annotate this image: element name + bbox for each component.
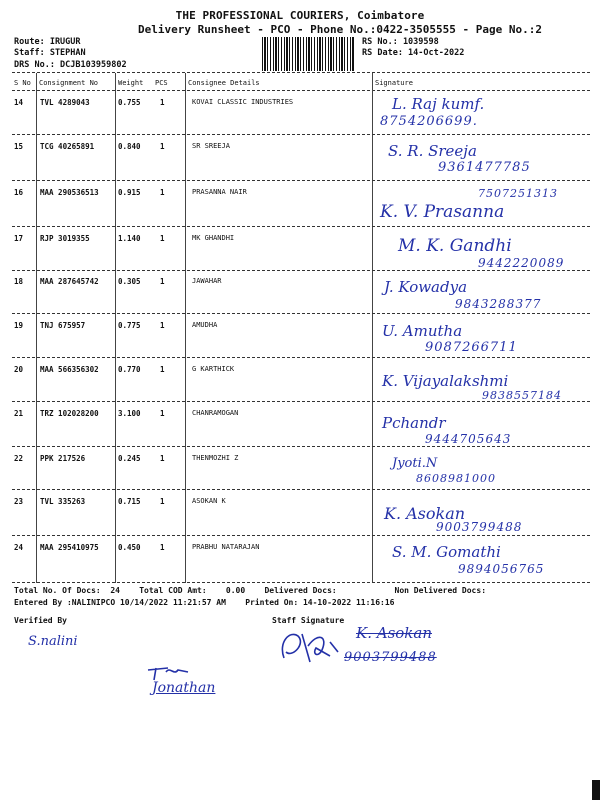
row-sno: 16 bbox=[14, 188, 24, 197]
row-pcs: 1 bbox=[160, 543, 165, 552]
handwritten-phone: 9894056765 bbox=[458, 562, 545, 576]
row-divider bbox=[12, 134, 590, 135]
divider bbox=[12, 72, 590, 73]
row-weight: 0.305 bbox=[118, 277, 141, 286]
row-divider bbox=[12, 313, 590, 314]
row-consignee: G KARTHICK bbox=[192, 365, 235, 373]
row-consignee: ASOKAN K bbox=[192, 497, 226, 505]
row-divider bbox=[12, 489, 590, 490]
handwritten-phone: 9442220089 bbox=[478, 256, 565, 270]
staff-signature-phone: 9003799488 bbox=[344, 650, 437, 665]
handwritten-signature: Pchandr bbox=[382, 414, 446, 432]
row-consignment: TVL 4289043 bbox=[40, 98, 90, 107]
row-consignee: PRABHU NATARAJAN bbox=[192, 543, 260, 551]
handwritten-phone: 8608981000 bbox=[416, 472, 496, 485]
col-header-signature: Signature bbox=[375, 79, 413, 87]
row-divider bbox=[12, 357, 590, 358]
row-consignee: AMUDHA bbox=[192, 321, 218, 329]
row-sno: 23 bbox=[14, 497, 24, 506]
row-consignee: PRASANNA NAIR bbox=[192, 188, 247, 196]
row-sno: 24 bbox=[14, 543, 24, 552]
handwritten-signature: U. Amutha bbox=[382, 322, 463, 340]
report-subtitle: Delivery Runsheet - PCO - Phone No.:0422-3505555 - Page No.:2 bbox=[138, 23, 542, 36]
row-consignment: MAA 287645742 bbox=[40, 277, 99, 286]
divider bbox=[12, 90, 590, 91]
row-pcs: 1 bbox=[160, 277, 165, 286]
handwritten-phone: 9838557184 bbox=[482, 389, 562, 402]
barcode bbox=[262, 37, 354, 71]
row-weight: 0.840 bbox=[118, 142, 141, 151]
row-consignee: KOVAI CLASSIC INDUSTRIES bbox=[192, 98, 294, 106]
handwritten-phone: 9003799488 bbox=[436, 520, 523, 534]
row-sno: 18 bbox=[14, 277, 24, 286]
row-pcs: 1 bbox=[160, 497, 165, 506]
rs-number: RS No.: 1039598 bbox=[362, 37, 439, 47]
row-divider bbox=[12, 180, 590, 181]
col-header-sno: S No bbox=[14, 79, 31, 87]
row-divider bbox=[12, 401, 590, 402]
row-weight: 0.770 bbox=[118, 365, 141, 374]
handwritten-phone: 9843288377 bbox=[455, 297, 542, 311]
row-consignee: MK GHANDHI bbox=[192, 234, 235, 242]
verified-signature: S.nalini bbox=[28, 634, 78, 649]
row-sno: 17 bbox=[14, 234, 24, 243]
row-sno: 14 bbox=[14, 98, 24, 107]
row-weight: 0.715 bbox=[118, 497, 141, 506]
handwritten-signature: Jyoti.N bbox=[392, 456, 438, 471]
row-pcs: 1 bbox=[160, 409, 165, 418]
route-label: Route: IRUGUR bbox=[14, 37, 81, 47]
bottom-signature: Jonathan bbox=[152, 680, 216, 696]
row-sno: 19 bbox=[14, 321, 24, 330]
row-pcs: 1 bbox=[160, 142, 165, 151]
handwritten-signature: J. Kowadya bbox=[384, 278, 468, 296]
handwritten-signature: S. R. Sreeja bbox=[388, 142, 477, 160]
row-divider bbox=[12, 582, 590, 583]
handwritten-signature: K. Vijayalakshmi bbox=[382, 372, 509, 390]
row-divider bbox=[12, 446, 590, 447]
handwritten-signature: K. V. Prasanna bbox=[380, 202, 505, 222]
row-sno: 15 bbox=[14, 142, 24, 151]
row-weight: 0.915 bbox=[118, 188, 141, 197]
row-divider bbox=[12, 226, 590, 227]
row-sno: 21 bbox=[14, 409, 24, 418]
row-consignment: MAA 295410975 bbox=[40, 543, 99, 552]
row-divider bbox=[12, 535, 590, 536]
row-pcs: 1 bbox=[160, 454, 165, 463]
drs-number: DRS No.: DCJB103959802 bbox=[14, 60, 127, 70]
verified-by-label: Verified By bbox=[14, 616, 67, 625]
report-title: THE PROFESSIONAL COURIERS, Coimbatore bbox=[175, 9, 425, 22]
col-header-consignment: Consignment No bbox=[39, 79, 99, 87]
row-weight: 0.450 bbox=[118, 543, 141, 552]
col-header-consignee: Consignee Details bbox=[188, 79, 260, 87]
rs-date: RS Date: 14-Oct-2022 bbox=[362, 48, 465, 58]
staff-signature-label: Staff Signature bbox=[272, 616, 345, 625]
handwritten-signature: K. Asokan bbox=[384, 504, 466, 523]
row-consignment: TVL 335263 bbox=[40, 497, 86, 506]
row-sno: 22 bbox=[14, 454, 24, 463]
row-pcs: 1 bbox=[160, 321, 165, 330]
bottom-signature-scribble bbox=[144, 660, 194, 682]
handwritten-phone: 8754206699. bbox=[380, 114, 478, 129]
row-divider bbox=[12, 270, 590, 271]
handwritten-phone: 9444705643 bbox=[425, 432, 512, 446]
row-weight: 0.755 bbox=[118, 98, 141, 107]
handwritten-phone: 9361477785 bbox=[438, 160, 531, 175]
handwritten-phone: 9087266711 bbox=[425, 340, 518, 355]
row-consignee: SR SREEJA bbox=[192, 142, 230, 150]
row-weight: 0.245 bbox=[118, 454, 141, 463]
row-consignment: PPK 217526 bbox=[40, 454, 86, 463]
row-pcs: 1 bbox=[160, 234, 165, 243]
column-line bbox=[372, 73, 373, 583]
row-consignment: MAA 290536513 bbox=[40, 188, 99, 197]
row-consignment: MAA 566356302 bbox=[40, 365, 99, 374]
row-consignment: TRZ 102028200 bbox=[40, 409, 99, 418]
totals-line: Total No. Of Docs: 24 Total COD Amt: 0.00 Delivered Docs: Non Delivered Docs: bbox=[14, 586, 487, 595]
row-consignment: TCG 40265891 bbox=[40, 142, 95, 151]
column-line bbox=[115, 73, 116, 583]
row-consignment: TNJ 675957 bbox=[40, 321, 86, 330]
row-pcs: 1 bbox=[160, 98, 165, 107]
row-weight: 3.100 bbox=[118, 409, 141, 418]
staff-signature-name: K. Asokan bbox=[356, 624, 432, 642]
handwritten-signature: L. Raj kumf. bbox=[392, 95, 485, 113]
row-consignee: JAWAHAR bbox=[192, 277, 222, 285]
row-consignee: CHANRAMOGAN bbox=[192, 409, 239, 417]
handwritten-phone: 7507251313 bbox=[478, 187, 558, 200]
handwritten-signature: S. M. Gomathi bbox=[392, 543, 501, 561]
row-consignee: THENMOZHI Z bbox=[192, 454, 239, 462]
row-pcs: 1 bbox=[160, 365, 165, 374]
staff-label: Staff: STEPHAN bbox=[14, 48, 86, 58]
handwritten-signature: M. K. Gandhi bbox=[398, 236, 512, 256]
scan-edge-mark bbox=[592, 780, 600, 800]
staff-signature-scribble bbox=[272, 622, 352, 668]
col-header-weight: Weight bbox=[118, 79, 144, 87]
row-consignment: RJP 3019355 bbox=[40, 234, 90, 243]
row-weight: 0.775 bbox=[118, 321, 141, 330]
col-header-pcs: PCS bbox=[155, 79, 168, 87]
column-line bbox=[185, 73, 186, 583]
column-line bbox=[36, 73, 37, 583]
row-pcs: 1 bbox=[160, 188, 165, 197]
row-sno: 20 bbox=[14, 365, 24, 374]
entered-by-line: Entered By :NALINIPCO 10/14/2022 11:21:57 AM Printed On: 14-10-2022 11:16:16 bbox=[14, 598, 395, 607]
row-weight: 1.140 bbox=[118, 234, 141, 243]
